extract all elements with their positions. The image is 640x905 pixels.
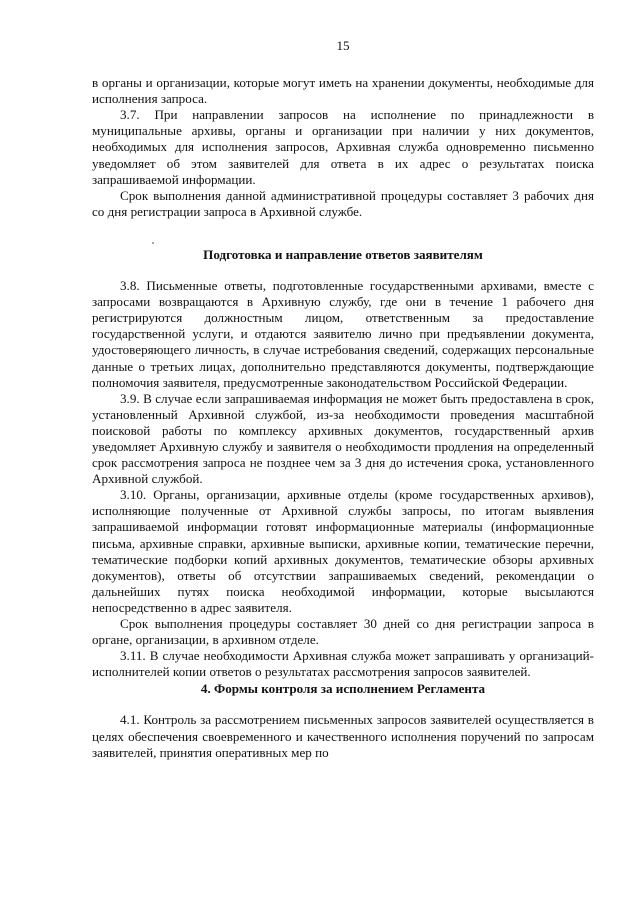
page-number: 15 bbox=[336, 38, 350, 53]
paragraph: 3.8. Письменные ответы, подготовленные государственными архивами, вместе с запросами возвращаются в Архивную службу, где они в течение 1 рабочего дня регистрируются должностным лицом, ответственным за предоставление государственной услуги, и отдаются заявителю лично при предъявлении документа, удостоверяющего личность, в случае истребования сведений, содержащих персональные данные о третьих лицах, дополнительно представляются документы, подтверждающие полномочия заявителя, предусмотренные законодательством Российской Федерации. bbox=[92, 278, 594, 390]
document-page bbox=[92, 38, 594, 761]
paragraph-group-top bbox=[92, 75, 594, 220]
paragraph: 4.1. Контроль за рассмотрением письменных запросов заявителей осуществляется в целях обеспечения своевременного и качественного исполнения поручений по запросам заявителей, принятия оперативных мер по bbox=[92, 712, 594, 760]
paragraph-group-bottom bbox=[92, 712, 594, 760]
paragraph: 3.7. При направлении запросов на исполнение по принадлежности в муниципальные архивы, органы и организации при наличии у них документов, необходимых для исполнения запросов, Архивная служба одновременно письменно уведомляет об этом заявителей для ответа в их адрес о результатах поиска запрашиваемой информации. bbox=[92, 107, 594, 187]
paragraph: Срок выполнения процедуры составляет 30 дней со дня регистрации запроса в органе, организации, в архивном отделе. bbox=[92, 616, 594, 648]
paragraph: Срок выполнения данной административной процедуры составляет 3 рабочих дня со дня регистрации запроса в Архивной службе. bbox=[92, 187, 594, 219]
paragraph: 3.11. В случае необходимости Архивная служба может запрашивать у организаций-исполнителей копии ответов о результатах рассмотрения запросов заявителей. bbox=[92, 648, 594, 680]
section-heading: Подготовка и направление ответов заявителям bbox=[203, 246, 483, 262]
paragraph-group-middle bbox=[92, 278, 594, 680]
paragraph: 3.9. В случае если запрашиваемая информация не может быть предоставлена в срок, установленный Архивной службой, из-за необходимости проведения масштабной поисковой работы по комплексу архивных документов, государственный архив уведомляет Архивную службу и заявителя о необходимости продления на определенный срок рассмотрения запроса не позднее чем за 3 дня до истечения срока, установленного Архивной службой. bbox=[92, 390, 594, 487]
section-heading: 4. Формы контроля за исполнением Регламента bbox=[200, 681, 486, 697]
paragraph: в органы и организации, которые могут иметь на хранении документы, необходимые для исполнения запроса. bbox=[92, 75, 594, 107]
paragraph: 3.10. Органы, организации, архивные отделы (кроме государственных архивов), исполняющие полученные от Архивной службы запросы, по итогам выявления запрашиваемой информации готовят информационные материалы (информационные письма, архивные справки, архивные выписки, архивные копии, тематические перечни, тематические подборки копий архивных документов, тематические обзоры архивных документов), ответы об отсутствии запрашиваемых сведений, рекомендации о дальнейших путях поиска необходимой информации, которые высылаются непосредственно в адрес заявителя. bbox=[92, 487, 594, 615]
